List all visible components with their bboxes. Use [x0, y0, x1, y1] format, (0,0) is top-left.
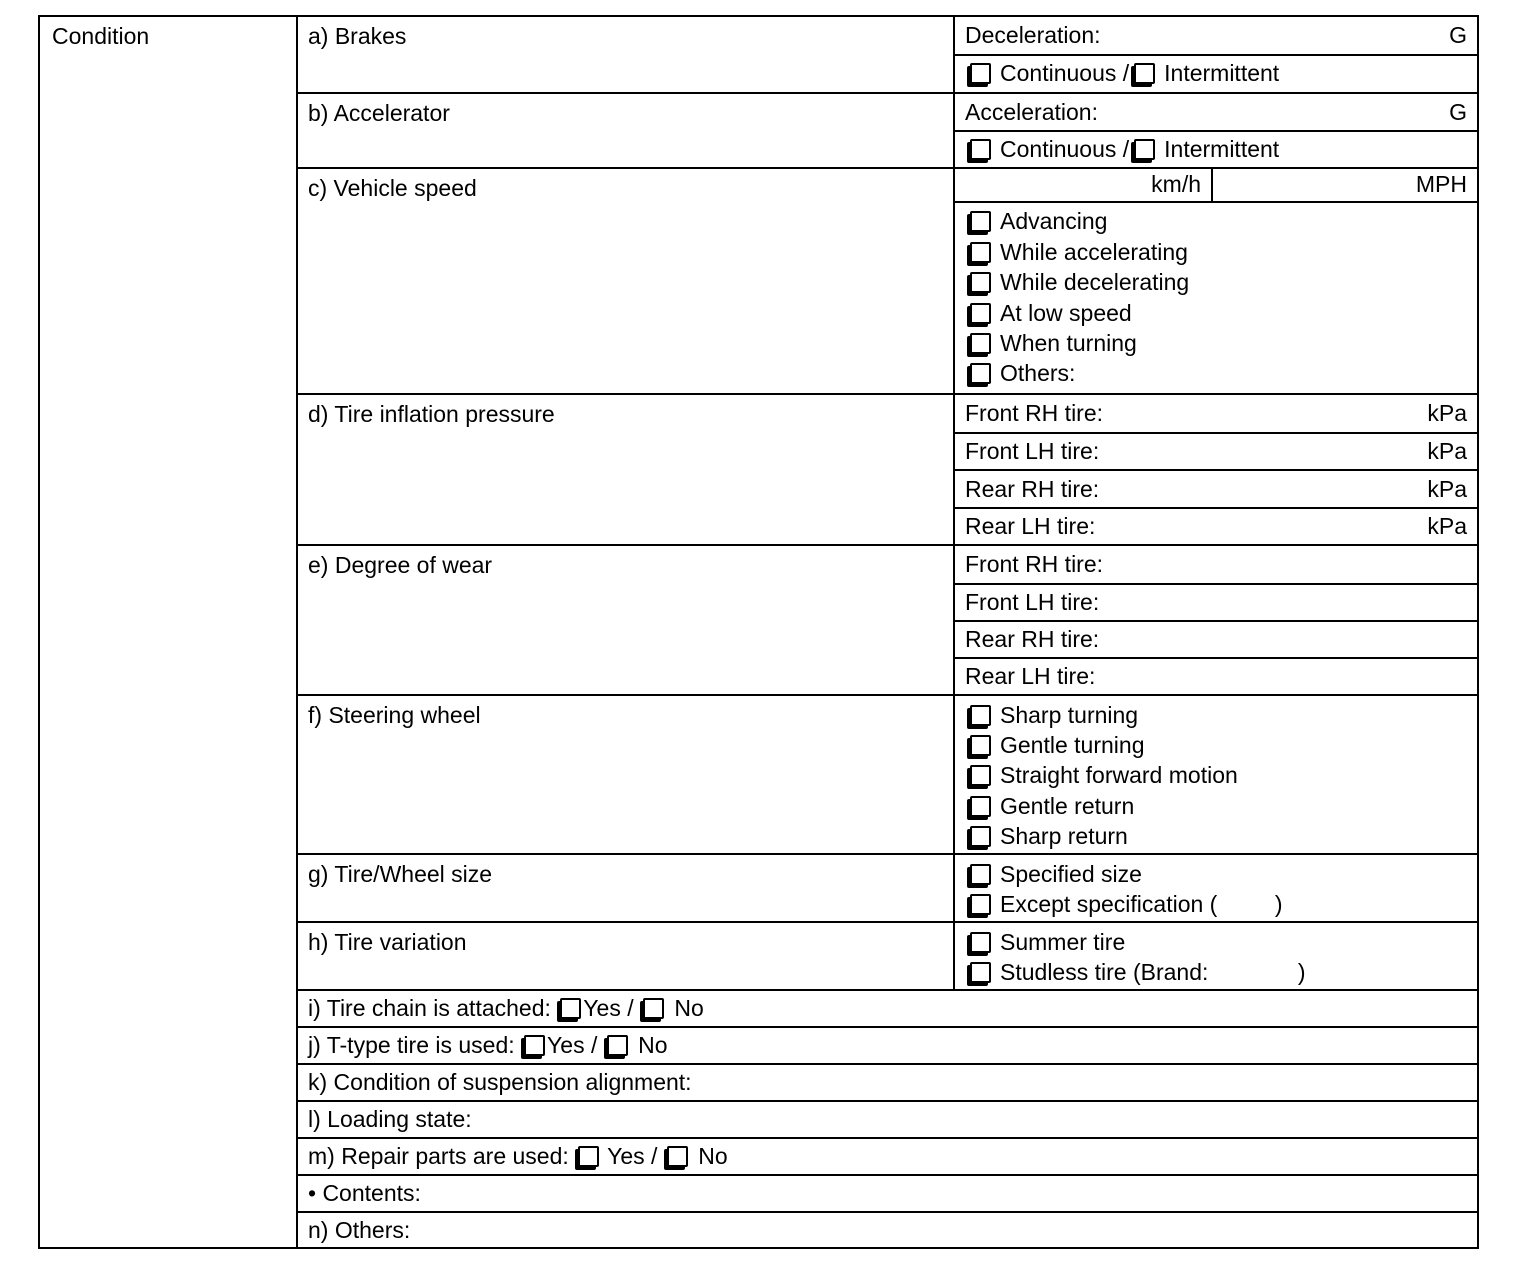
row-contents[interactable] — [298, 1174, 1477, 1211]
checkbox[interactable] — [970, 303, 991, 324]
kpa-unit: kPa — [1427, 475, 1467, 502]
brakes-intermittent-checkbox[interactable] — [1134, 63, 1155, 84]
option-label: Sharp turning — [1000, 701, 1139, 728]
option-label: Summer tire — [1000, 928, 1126, 955]
checkbox[interactable] — [970, 242, 991, 263]
t-type-no-checkbox[interactable] — [607, 1035, 628, 1056]
variation-option[interactable] — [965, 957, 1467, 987]
no-label: No — [668, 995, 704, 1021]
speed-option[interactable] — [965, 237, 1467, 267]
tire-field[interactable] — [955, 546, 1477, 583]
speed-option[interactable] — [965, 207, 1467, 237]
speed-options — [955, 201, 1477, 393]
option-label: Advancing — [1000, 208, 1108, 235]
row-loading-state[interactable] — [298, 1100, 1477, 1137]
tire-label: Front RH tire: — [965, 400, 1104, 427]
tire-label: Rear LH tire: — [965, 662, 1096, 689]
contents-label: • Contents: — [308, 1180, 421, 1206]
row-steering-wheel — [298, 694, 1477, 853]
degree-of-wear-label: e) Degree of wear — [298, 546, 955, 694]
speed-option[interactable] — [965, 298, 1467, 328]
kmh-unit: km/h — [1151, 171, 1201, 198]
checkbox[interactable] — [970, 765, 991, 786]
tire-label: Front LH tire: — [965, 588, 1100, 615]
deceleration-unit: G — [1449, 22, 1467, 48]
row-degree-of-wear — [298, 544, 1477, 694]
option-label: Gentle turning — [1000, 732, 1145, 759]
steering-option[interactable] — [965, 822, 1467, 852]
size-option[interactable] — [965, 889, 1467, 919]
row-tire-chain — [298, 989, 1477, 1026]
tire-field[interactable] — [955, 507, 1477, 544]
others-label: n) Others: — [308, 1217, 411, 1243]
option-label: When turning — [1000, 329, 1137, 356]
option-label: Sharp return — [1000, 823, 1128, 850]
checkbox[interactable] — [970, 705, 991, 726]
tire-label: Rear RH tire: — [965, 625, 1100, 652]
kpa-unit: kPa — [1427, 512, 1467, 539]
continuous-label: Continuous / — [1000, 60, 1130, 86]
brakes-label: a) Brakes — [298, 17, 955, 92]
tire-field[interactable] — [955, 432, 1477, 469]
row-suspension-alignment[interactable] — [298, 1063, 1477, 1100]
repair-parts-label: m) Repair parts are used: — [308, 1143, 576, 1169]
size-options — [955, 855, 1477, 924]
checkbox[interactable] — [970, 894, 991, 915]
option-label: Others: — [1000, 360, 1076, 387]
tire-chain-label: i) Tire chain is attached: — [308, 995, 558, 1021]
steering-option[interactable] — [965, 700, 1467, 730]
speed-mph-field[interactable] — [1213, 169, 1477, 201]
accel-continuous-checkbox[interactable] — [970, 139, 991, 160]
option-label: While accelerating — [1000, 238, 1188, 265]
tire-label: Front LH tire: — [965, 438, 1100, 465]
deceleration-field[interactable] — [955, 17, 1477, 54]
option-label: Specified size — [1000, 860, 1142, 887]
no-label: No — [691, 1143, 728, 1169]
steering-option[interactable] — [965, 791, 1467, 821]
mph-unit: MPH — [1415, 171, 1467, 198]
speed-kmh-field[interactable] — [955, 169, 1213, 201]
option-label: At low speed — [1000, 299, 1132, 326]
checkbox[interactable] — [970, 962, 991, 983]
condition-items — [298, 17, 1477, 1248]
tire-wheel-size-label: g) Tire/Wheel size — [298, 855, 955, 921]
yes-label: Yes / — [547, 1032, 604, 1058]
tire-variation-label: h) Tire variation — [298, 923, 955, 989]
row-others[interactable] — [298, 1211, 1477, 1248]
steering-options — [955, 696, 1477, 856]
row-tire-pressure — [298, 393, 1477, 544]
checkbox[interactable] — [970, 826, 991, 847]
steering-wheel-label: f) Steering wheel — [298, 696, 955, 853]
option-label: Straight forward motion — [1000, 762, 1238, 789]
variation-options — [955, 923, 1477, 992]
tire-field[interactable] — [955, 620, 1477, 657]
checkbox[interactable] — [970, 864, 991, 885]
size-option[interactable] — [965, 859, 1467, 889]
speed-option[interactable] — [965, 359, 1467, 389]
t-type-tire-label: j) T-type tire is used: — [308, 1032, 522, 1058]
suspension-alignment-label: k) Condition of suspension alignment: — [308, 1069, 692, 1095]
tire-chain-no-checkbox[interactable] — [643, 998, 664, 1019]
tire-label: Rear LH tire: — [965, 512, 1096, 539]
kpa-unit: kPa — [1427, 400, 1467, 427]
t-type-yes-checkbox[interactable] — [524, 1035, 545, 1056]
tire-pressure-label: d) Tire inflation pressure — [298, 395, 955, 544]
steering-option[interactable] — [965, 761, 1467, 791]
yes-label: Yes / — [601, 1143, 664, 1169]
row-accelerator — [298, 92, 1477, 167]
repair-parts-yes-checkbox[interactable] — [578, 1146, 599, 1167]
tire-field[interactable] — [955, 469, 1477, 506]
tire-label: Rear RH tire: — [965, 475, 1100, 502]
brakes-continuous-checkbox[interactable] — [970, 63, 991, 84]
kpa-unit: kPa — [1427, 438, 1467, 465]
checkbox[interactable] — [970, 363, 991, 384]
checkbox[interactable] — [970, 211, 991, 232]
option-label: While decelerating — [1000, 269, 1190, 296]
tire-field[interactable] — [955, 395, 1477, 432]
acceleration-field[interactable] — [955, 94, 1477, 130]
tire-label: Front RH tire: — [965, 550, 1104, 577]
tire-field[interactable] — [955, 657, 1477, 694]
vehicle-speed-label: c) Vehicle speed — [298, 169, 955, 393]
intermittent-label: Intermittent — [1164, 60, 1280, 86]
accel-intermittent-checkbox[interactable] — [1134, 139, 1155, 160]
intermittent-label: Intermittent — [1164, 136, 1280, 163]
accelerator-label: b) Accelerator — [298, 94, 955, 167]
row-tire-wheel-size — [298, 853, 1477, 921]
yes-label: Yes / — [583, 995, 640, 1021]
repair-parts-no-checkbox[interactable] — [667, 1146, 688, 1167]
row-vehicle-speed — [298, 167, 1477, 393]
steering-option[interactable] — [965, 730, 1467, 760]
option-label: Except specification ( ) — [1000, 891, 1283, 918]
acceleration-label: Acceleration: — [965, 98, 1098, 125]
option-label: Studless tire (Brand: ) — [1000, 959, 1306, 986]
condition-form — [38, 15, 1479, 1249]
deceleration-label: Deceleration: — [965, 22, 1101, 48]
checkbox[interactable] — [970, 735, 991, 756]
row-t-type-tire — [298, 1026, 1477, 1063]
row-repair-parts — [298, 1137, 1477, 1174]
option-label: Gentle return — [1000, 792, 1135, 819]
checkbox[interactable] — [970, 333, 991, 354]
continuous-label: Continuous / — [1000, 136, 1130, 163]
no-label: No — [631, 1032, 668, 1058]
speed-option[interactable] — [965, 267, 1467, 297]
speed-option[interactable] — [965, 328, 1467, 358]
checkbox[interactable] — [970, 932, 991, 953]
row-brakes — [298, 17, 1477, 92]
condition-column — [40, 17, 298, 1247]
checkbox[interactable] — [970, 272, 991, 293]
row-tire-variation — [298, 921, 1477, 989]
tire-field[interactable] — [955, 583, 1477, 620]
condition-label: Condition — [52, 23, 150, 49]
loading-state-label: l) Loading state: — [308, 1106, 472, 1132]
variation-option[interactable] — [965, 927, 1467, 957]
acceleration-unit: G — [1449, 98, 1467, 125]
tire-chain-yes-checkbox[interactable] — [560, 998, 581, 1019]
checkbox[interactable] — [970, 796, 991, 817]
